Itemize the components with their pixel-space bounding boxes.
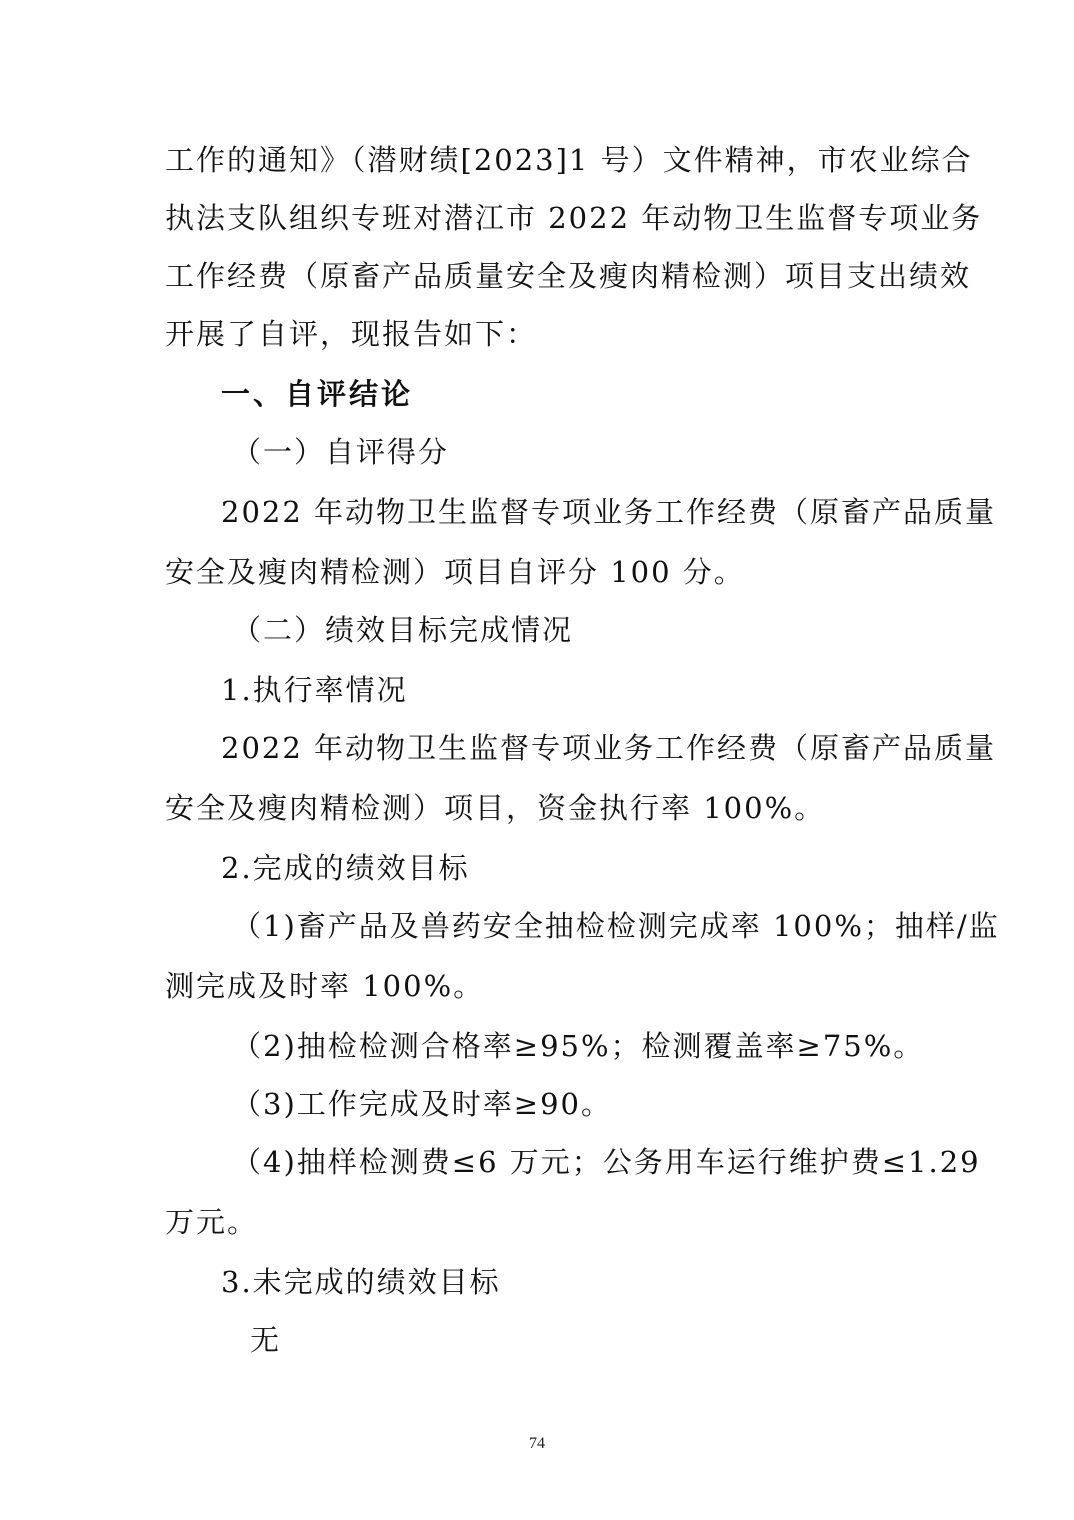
paragraph-line: 执法支队组织专班对潜江市 2022 年动物卫生监督专项业务 <box>165 201 983 235</box>
paragraph-line: 开展了自评，现报告如下： <box>165 317 538 351</box>
paragraph-line: 安全及瘦肉精检测）项目，资金执行率 100%。 <box>165 791 826 825</box>
list-item: （2)抽检检测合格率≥95%；检测覆盖率≥75%。 <box>232 1029 925 1063</box>
item-heading: 3.未完成的绩效目标 <box>221 1265 501 1299</box>
paragraph-line: 工作的通知》（潜财绩[2023]1 号）文件精神，市农业综合 <box>165 143 973 177</box>
paragraph-line: 无 <box>250 1323 282 1357</box>
list-item-continuation: 测完成及时率 100%。 <box>165 969 485 1003</box>
item-heading: 2.完成的绩效目标 <box>221 851 470 885</box>
paragraph-line: 2022 年动物卫生监督专项业务工作经费（原畜产品质量 <box>221 731 997 765</box>
list-item-continuation: 万元。 <box>165 1205 259 1239</box>
subsection-heading: （二）绩效目标完成情况 <box>232 613 574 647</box>
item-heading: 1.执行率情况 <box>221 673 408 707</box>
paragraph-line: 工作经费（原畜产品质量安全及瘦肉精检测）项目支出绩效 <box>165 259 972 293</box>
paragraph-line: 安全及瘦肉精检测）项目自评分 100 分。 <box>165 555 745 589</box>
list-item: （4)抽样检测费≤6 万元；公务用车运行维护费≤1.29 <box>232 1145 981 1179</box>
paragraph-line: 2022 年动物卫生监督专项业务工作经费（原畜产品质量 <box>221 495 997 529</box>
list-item: （1)畜产品及兽药安全抽检检测完成率 100%；抽样/监 <box>232 909 1000 943</box>
page-number: 74 <box>529 1435 545 1452</box>
list-item: （3)工作完成及时率≥90。 <box>232 1087 612 1121</box>
section-heading: 一、自评结论 <box>221 377 414 411</box>
subsection-heading: （一）自评得分 <box>232 435 450 469</box>
